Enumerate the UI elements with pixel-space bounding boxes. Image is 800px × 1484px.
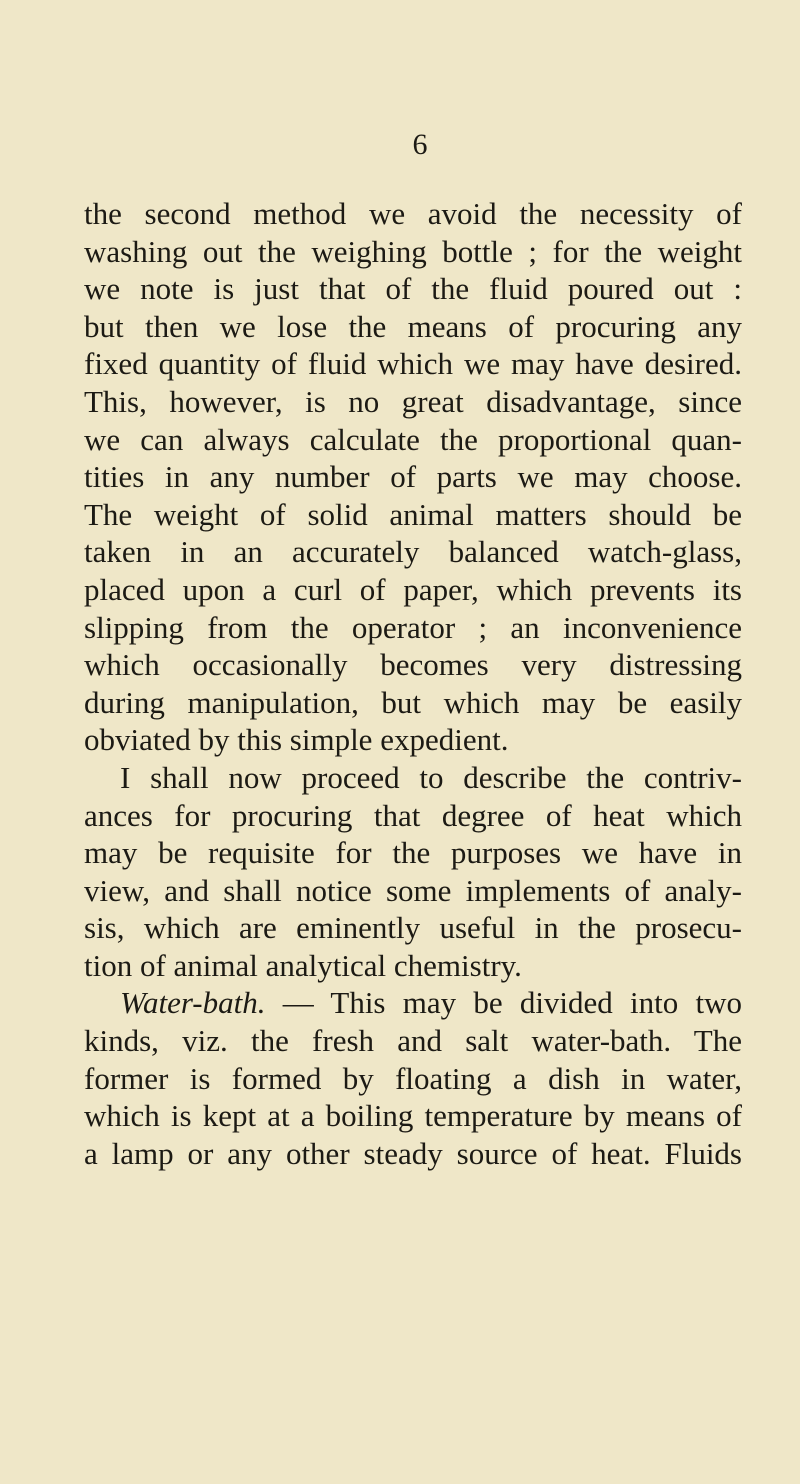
text-line: which is kept at a boiling temperature by means of (84, 1098, 742, 1134)
body-text (84, 195, 742, 1172)
text-line: tion of animal analytical chemistry. (84, 947, 522, 983)
text-line: sis, which are eminently useful in the prosecu- (84, 910, 742, 946)
text-line: kinds, viz. the fresh and salt water-bath. The (84, 1023, 742, 1059)
text-line: I shall now proceed to describe the contriv- (120, 759, 742, 795)
text-line: placed upon a curl of paper, which prevents its (84, 571, 742, 607)
paragraph (84, 195, 742, 759)
text-line: a lamp or any other steady source of heat. Fluids (84, 1135, 742, 1171)
text-line: the second method we avoid the necessity of (84, 196, 742, 231)
text-line: we note is just that of the fluid poured out : (84, 271, 742, 307)
text-line: taken in an accurately balanced watch-glass, (84, 534, 742, 570)
text-line (84, 984, 742, 1022)
paragraph (84, 984, 742, 1172)
text-line: ances for procuring that degree of heat which (84, 797, 742, 833)
text-line: view, and shall notice some implements of analy- (84, 872, 742, 908)
paragraph (84, 759, 742, 985)
heading-line-text: — This may be divided into two (265, 985, 742, 1021)
text-line: during manipulation, but which may be easily (84, 684, 742, 720)
text-line: This, however, is no great disadvantage, since (84, 383, 742, 419)
text-line: obviated by this simple expedient. (84, 722, 509, 758)
text-line: but then we lose the means of procuring any (84, 308, 742, 344)
text-line: The weight of solid animal matters should be (84, 496, 742, 532)
text-line: which occasionally becomes very distressing (84, 647, 742, 683)
text-line: tities in any number of parts we may choose. (84, 459, 742, 495)
text-line: former is formed by floating a dish in water, (84, 1060, 742, 1096)
text-line: fixed quantity of fluid which we may have desired. (84, 346, 742, 382)
text-line: washing out the weighing bottle ; for the weight (84, 233, 742, 269)
section-heading: Water-bath. (120, 985, 266, 1021)
text-line: slipping from the operator ; an inconvenience (84, 609, 742, 645)
text-line: may be requisite for the purposes we have in (84, 835, 742, 871)
page-number: 6 (412, 128, 428, 161)
text-line: we can always calculate the proportional quan- (84, 421, 742, 457)
